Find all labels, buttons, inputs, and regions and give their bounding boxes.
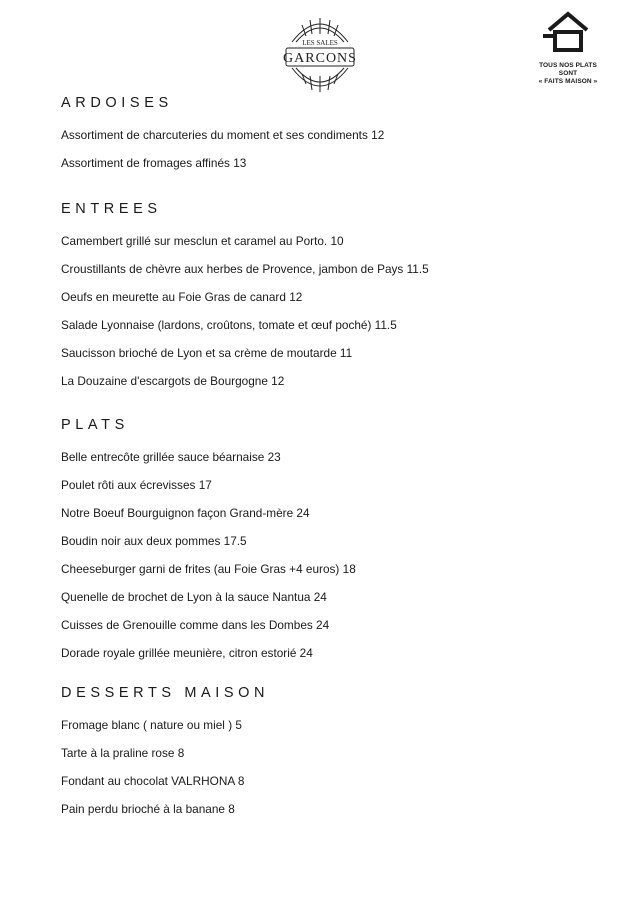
menu-item: Poulet rôti aux écrevisses 17 (61, 478, 212, 492)
menu-item: Cheeseburger garni de frites (au Foie Gras +4 euros) 18 (61, 562, 356, 576)
menu-item: Assortiment de charcuteries du moment et ses condiments 12 (61, 128, 385, 142)
badge-line-2: SONT (558, 70, 578, 77)
menu-item: La Douzaine d'escargots de Bourgogne 12 (61, 374, 285, 388)
restaurant-logo (282, 12, 358, 94)
menu-item: Saucisson brioché de Lyon et sa crème de moutarde 11 (61, 346, 353, 360)
menu-item: Tarte à la praline rose 8 (61, 746, 185, 760)
menu-item: Oeufs en meurette au Foie Gras de canard 12 (61, 290, 303, 304)
logo-subtitle: LES SALES (302, 39, 338, 47)
faits-maison-badge (528, 10, 608, 86)
section-title: ARDOISES (61, 95, 173, 111)
menu-item: Fromage blanc ( nature ou miel ) 5 (61, 718, 242, 732)
menu-item: Cuisses de Grenouille comme dans les Dombes 24 (61, 618, 330, 632)
section-entrees (61, 200, 601, 388)
section-ardoises (61, 94, 601, 170)
section-desserts (61, 684, 601, 816)
menu-item: Fondant au chocolat VALRHONA 8 (61, 774, 245, 788)
menu-item: Dorade royale grillée meunière, citron estorié 24 (61, 646, 313, 660)
badge-line-1: TOUS NOS PLATS (539, 62, 597, 69)
section-plats (61, 416, 601, 660)
menu-item: Pain perdu brioché à la banane 8 (61, 802, 235, 816)
menu-item: Camembert grillé sur mesclun et caramel au Porto. 10 (61, 234, 344, 248)
section-title: ENTREES (61, 201, 162, 217)
restaurant-logo-graphic (282, 12, 358, 94)
menu-item: Assortiment de fromages affinés 13 (61, 156, 247, 170)
section-title: DESSERTS MAISON (61, 685, 270, 701)
menu-item: Belle entrecôte grillée sauce béarnaise 23 (61, 450, 281, 464)
section-title: PLATS (61, 417, 129, 433)
logo-wordmark: GARCONS (283, 51, 357, 66)
faits-maison-text (528, 62, 608, 86)
menu-item: Boudin noir aux deux pommes 17.5 (61, 534, 247, 548)
menu-item: Quenelle de brochet de Lyon à la sauce Nantua 24 (61, 590, 327, 604)
house-icon (541, 10, 595, 54)
menu-item: Salade Lyonnaise (lardons, croûtons, tomate et œuf poché) 11.5 (61, 318, 397, 332)
badge-line-3: « FAITS MAISON » (538, 78, 598, 85)
menu-item: Croustillants de chèvre aux herbes de Provence, jambon de Pays 11.5 (61, 262, 429, 276)
menu-item: Notre Boeuf Bourguignon façon Grand-mère 24 (61, 506, 310, 520)
